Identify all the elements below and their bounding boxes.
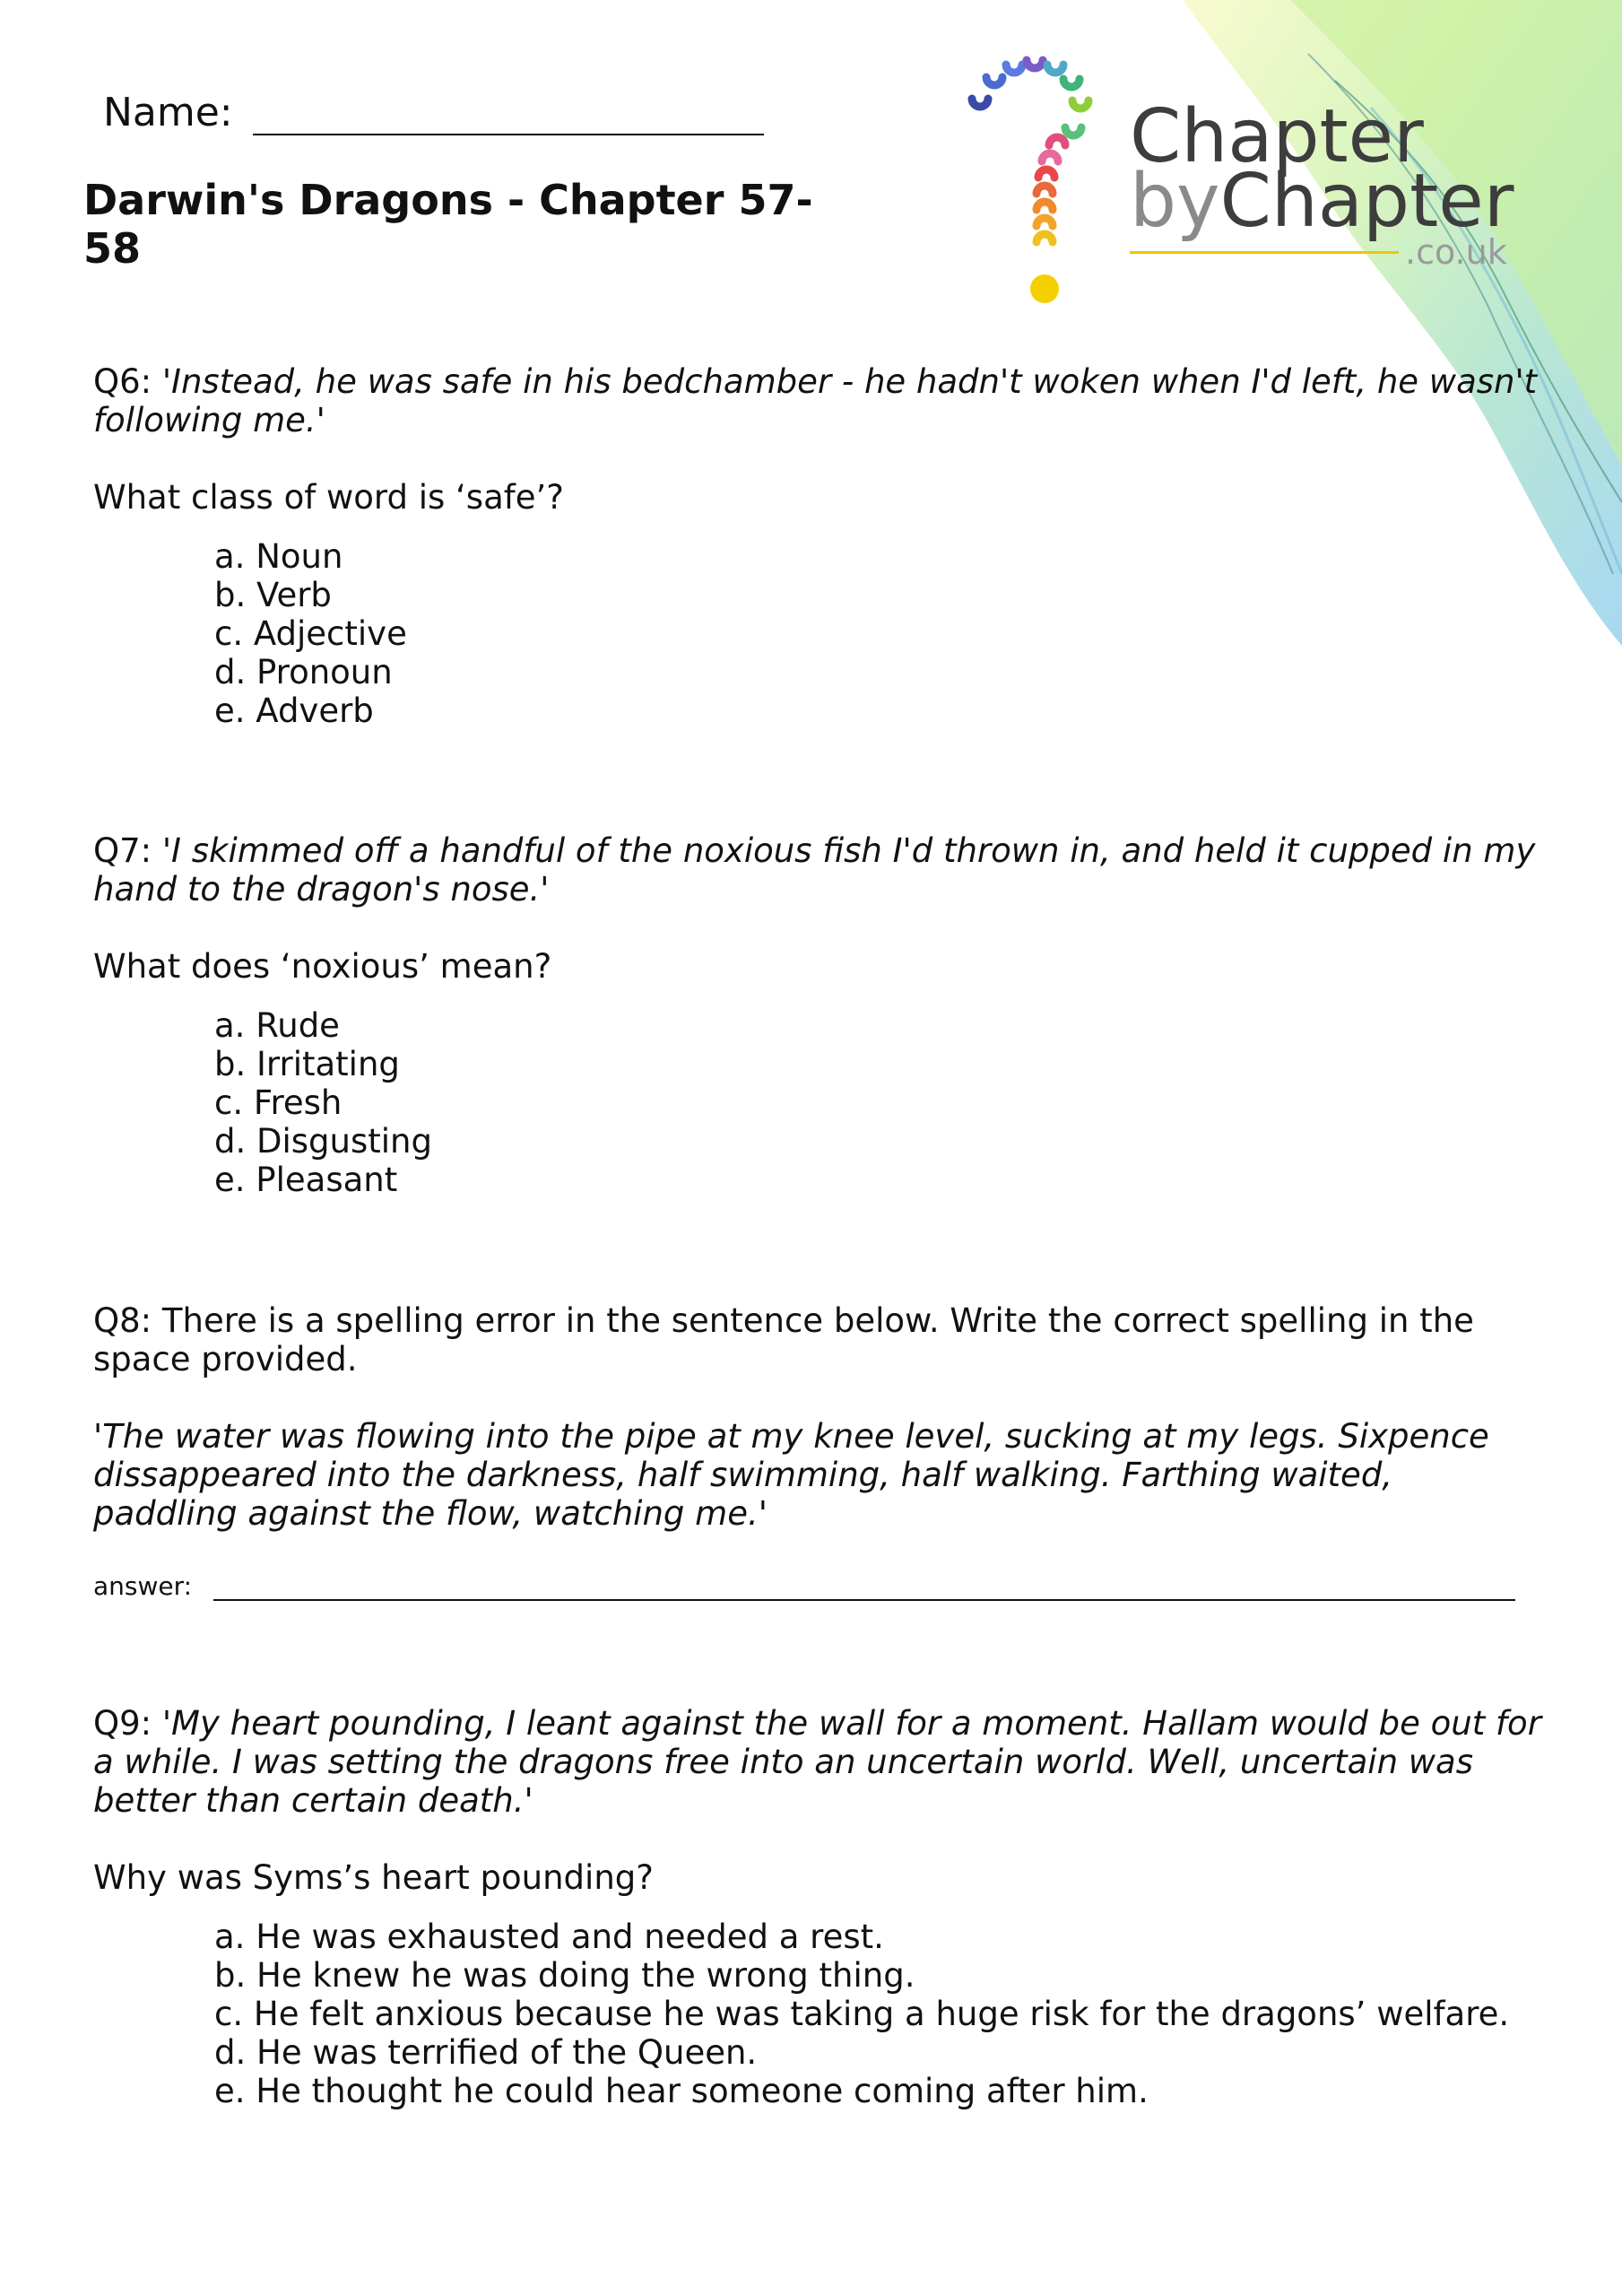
name-input-line[interactable] xyxy=(253,94,764,135)
q7-option-c[interactable]: c. Fresh xyxy=(214,1083,343,1122)
q6-option-c[interactable]: c. Adjective xyxy=(214,614,407,653)
logo-text-by-chapter xyxy=(1130,159,1514,244)
q9-option-d[interactable]: d. He was terrified of the Queen. xyxy=(214,2033,758,2072)
q9-quote: 'My heart pounding, I leant against the wall for a moment. Hallam would be out for a while. I was setting the dragons free into an uncertain world. Well, uncertain was better than certain death.' xyxy=(93,1704,1541,1820)
q6-quote-line xyxy=(93,362,1546,439)
logo-underline xyxy=(1130,251,1399,254)
q9-prefix: Q9: xyxy=(93,1704,162,1743)
page-title: Darwin's Dragons - Chapter 57-58 xyxy=(83,176,813,274)
q6-option-b[interactable]: b. Verb xyxy=(214,576,332,614)
q8-answer-label: answer: xyxy=(93,1571,193,1601)
q8-prefix: Q8: xyxy=(93,1301,162,1340)
q6-options xyxy=(214,537,1546,730)
q7-quote-line xyxy=(93,831,1546,909)
q7-question: What does ‘noxious’ mean? xyxy=(93,947,552,986)
q6-option-a[interactable]: a. Noun xyxy=(214,537,343,576)
q7-options xyxy=(214,1006,1546,1199)
q9-question: Why was Syms’s heart pounding? xyxy=(93,1858,654,1897)
q7-option-b[interactable]: b. Irritating xyxy=(214,1045,400,1083)
q7-quote: 'I skimmed off a handful of the noxious fish I'd thrown in, and held it cupped in my hand to the dragon's nose.' xyxy=(93,831,1536,909)
logo-text-chapter-2: Chapter xyxy=(1219,159,1514,244)
q7-prefix: Q7: xyxy=(93,831,162,870)
logo-text-by: by xyxy=(1130,159,1220,244)
q6-option-e[interactable]: e. Adverb xyxy=(214,691,374,730)
q8-instruction-line xyxy=(93,1301,1546,1378)
q6-quote: 'Instead, he was safe in his bedchamber - he hadn't woken when I'd left, he wasn't following me.' xyxy=(93,362,1538,439)
q9-option-c[interactable]: c. He felt anxious because he was taking a huge risk for the dragons’ welfare. xyxy=(214,1995,1510,2033)
q7-option-d[interactable]: d. Disgusting xyxy=(214,1122,432,1161)
q7-option-a[interactable]: a. Rude xyxy=(214,1006,340,1045)
logo-text-couk: .co.uk xyxy=(1405,232,1507,272)
q9-option-a[interactable]: a. He was exhausted and needed a rest. xyxy=(214,1918,884,1956)
question-mark-of-books-icon xyxy=(959,56,1112,311)
q9-quote-line xyxy=(93,1704,1546,1820)
question-7 xyxy=(93,831,1546,1199)
q9-option-b[interactable]: b. He knew he was doing the wrong thing. xyxy=(214,1956,915,1995)
q8-instruction: There is a spelling error in the sentence below. Write the correct spelling in the space provided. xyxy=(93,1301,1474,1378)
q6-option-d[interactable]: d. Pronoun xyxy=(214,653,393,691)
question-9 xyxy=(93,1704,1546,2110)
name-label: Name: xyxy=(103,90,233,135)
q8-answer-line[interactable] xyxy=(213,1579,1515,1601)
logo-text-chapter: Chapter xyxy=(1130,94,1424,179)
q8-quote: 'The water was flowing into the pipe at my knee level, sucking at my legs. Sixpence dissappeared into the darkness, half swimming, half walking. Farthing waited, paddling against the flow, watching me.' xyxy=(93,1417,1489,1533)
q7-option-e[interactable]: e. Pleasant xyxy=(214,1161,398,1199)
q6-question: What class of word is ‘safe’? xyxy=(93,478,564,517)
question-8 xyxy=(93,1301,1546,1533)
question-6 xyxy=(93,362,1546,730)
name-field[interactable] xyxy=(103,90,764,135)
q6-prefix: Q6: xyxy=(93,362,162,401)
q9-option-e[interactable]: e. He thought he could hear someone coming after him. xyxy=(214,2072,1149,2110)
q9-options xyxy=(214,1918,1546,2110)
chapter-by-chapter-logo xyxy=(959,56,1533,311)
q8-answer-field[interactable] xyxy=(93,1571,1515,1601)
